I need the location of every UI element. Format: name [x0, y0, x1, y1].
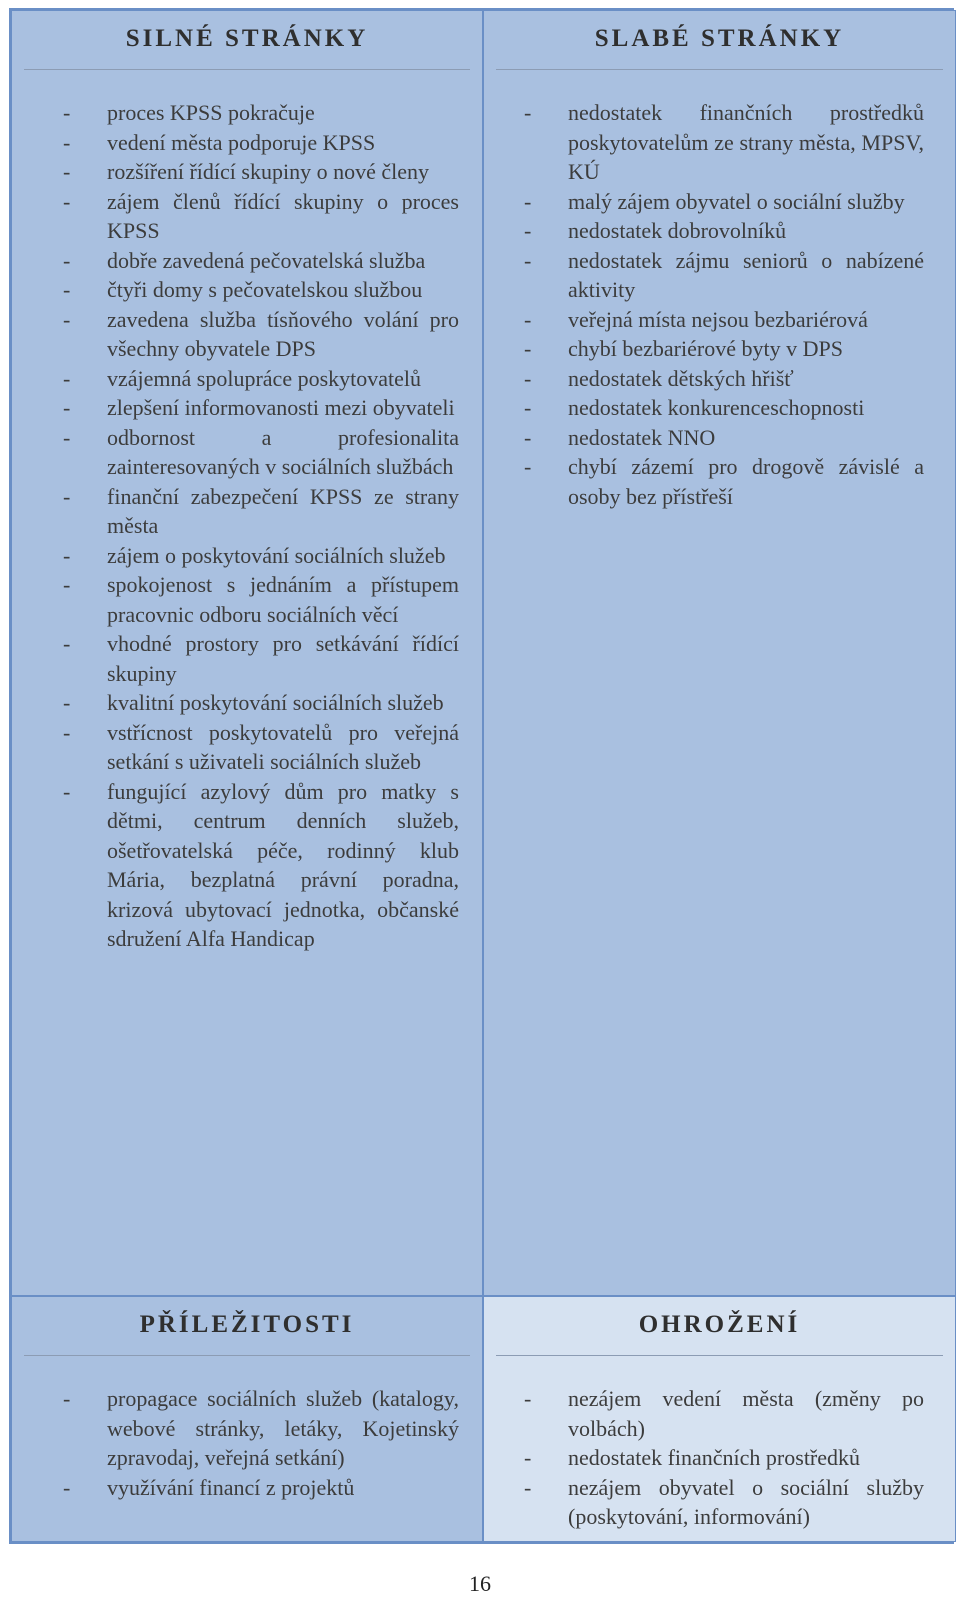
list-item: - zlepšení informovanosti mezi obyvateli	[63, 393, 459, 423]
list-item: - proces KPSS pokračuje	[63, 98, 459, 128]
list-item: - čtyři domy s pečovatelskou službou	[63, 275, 459, 305]
list-item: - nezájem vedení města (změny po volbách)	[524, 1384, 924, 1443]
list-item: - nedostatek NNO	[524, 423, 924, 453]
swot-table	[9, 8, 954, 1544]
list-item: - nedostatek konkurenceschopnosti	[524, 393, 924, 423]
strengths-list	[63, 98, 459, 954]
list-item: - vedení města podporuje KPSS	[63, 128, 459, 158]
list-item: - zavedena služba tísňového volání pro všechny obyvatele DPS	[63, 305, 459, 364]
list-item: - nedostatek finančních prostředků poskytovatelům ze strany města, MPSV, KÚ	[524, 98, 924, 187]
weaknesses-list	[524, 98, 924, 511]
page-number: 16	[469, 1571, 491, 1596]
list-item: - zájem členů řídící skupiny o proces KPSS	[63, 187, 459, 246]
list-item: - vstřícnost poskytovatelů pro veřejná setkání s uživateli sociálních služeb	[63, 718, 459, 777]
threats-cell	[483, 1296, 956, 1542]
list-item: - nedostatek finančních prostředků	[524, 1443, 924, 1473]
strengths-cell	[11, 10, 483, 1296]
threats-list	[524, 1384, 924, 1532]
weaknesses-cell	[483, 10, 956, 1296]
list-item: - nedostatek dětských hřišť	[524, 364, 924, 394]
list-item: - nezájem obyvatel o sociální služby (poskytování, informování)	[524, 1473, 924, 1532]
list-item: - využívání financí z projektů	[63, 1473, 459, 1503]
strengths-divider	[24, 69, 470, 70]
list-item: - nedostatek zájmu seniorů o nabízené aktivity	[524, 246, 924, 305]
opportunities-cell	[11, 1296, 483, 1542]
list-item: - kvalitní poskytování sociálních služeb	[63, 688, 459, 718]
weaknesses-heading: SLABÉ STRÁNKY	[594, 25, 845, 52]
list-item: - rozšíření řídící skupiny o nové členy	[63, 157, 459, 187]
list-item: - chybí bezbariérové byty v DPS	[524, 334, 924, 364]
list-item: - nedostatek dobrovolníků	[524, 216, 924, 246]
list-item: - spokojenost s jednáním a přístupem pracovnic odboru sociálních věcí	[63, 570, 459, 629]
strengths-heading: SILNÉ STRÁNKY	[125, 25, 369, 52]
opportunities-list	[63, 1384, 459, 1502]
list-item: - vzájemná spolupráce poskytovatelů	[63, 364, 459, 394]
threats-divider	[496, 1355, 943, 1356]
list-item: - malý zájem obyvatel o sociální služby	[524, 187, 924, 217]
opportunities-heading: PŘÍLEŽITOSTI	[139, 1311, 355, 1338]
weaknesses-divider	[496, 69, 943, 70]
list-item: - odbornost a profesionalita zainteresovaných v sociálních službách	[63, 423, 459, 482]
list-item: - vhodné prostory pro setkávání řídící skupiny	[63, 629, 459, 688]
list-item: - finanční zabezpečení KPSS ze strany města	[63, 482, 459, 541]
list-item: - dobře zavedená pečovatelská služba	[63, 246, 459, 276]
threats-heading: OHROŽENÍ	[638, 1311, 801, 1338]
opportunities-divider	[24, 1355, 470, 1356]
list-item: - propagace sociálních služeb (katalogy, webové stránky, letáky, Kojetinský zpravodaj, veřejná setkání)	[63, 1384, 459, 1473]
list-item: - fungující azylový dům pro matky s dětmi, centrum denních služeb, ošetřovatelská péče, rodinný klub Mária, bezplatná právní poradna, krizová ubytovací jednotka, občanské sdružení Alfa Handicap	[63, 777, 459, 954]
list-item: - veřejná místa nejsou bezbariérová	[524, 305, 924, 335]
list-item: - zájem o poskytování sociálních služeb	[63, 541, 459, 571]
list-item: - chybí zázemí pro drogově závislé a osoby bez přístřeší	[524, 452, 924, 511]
